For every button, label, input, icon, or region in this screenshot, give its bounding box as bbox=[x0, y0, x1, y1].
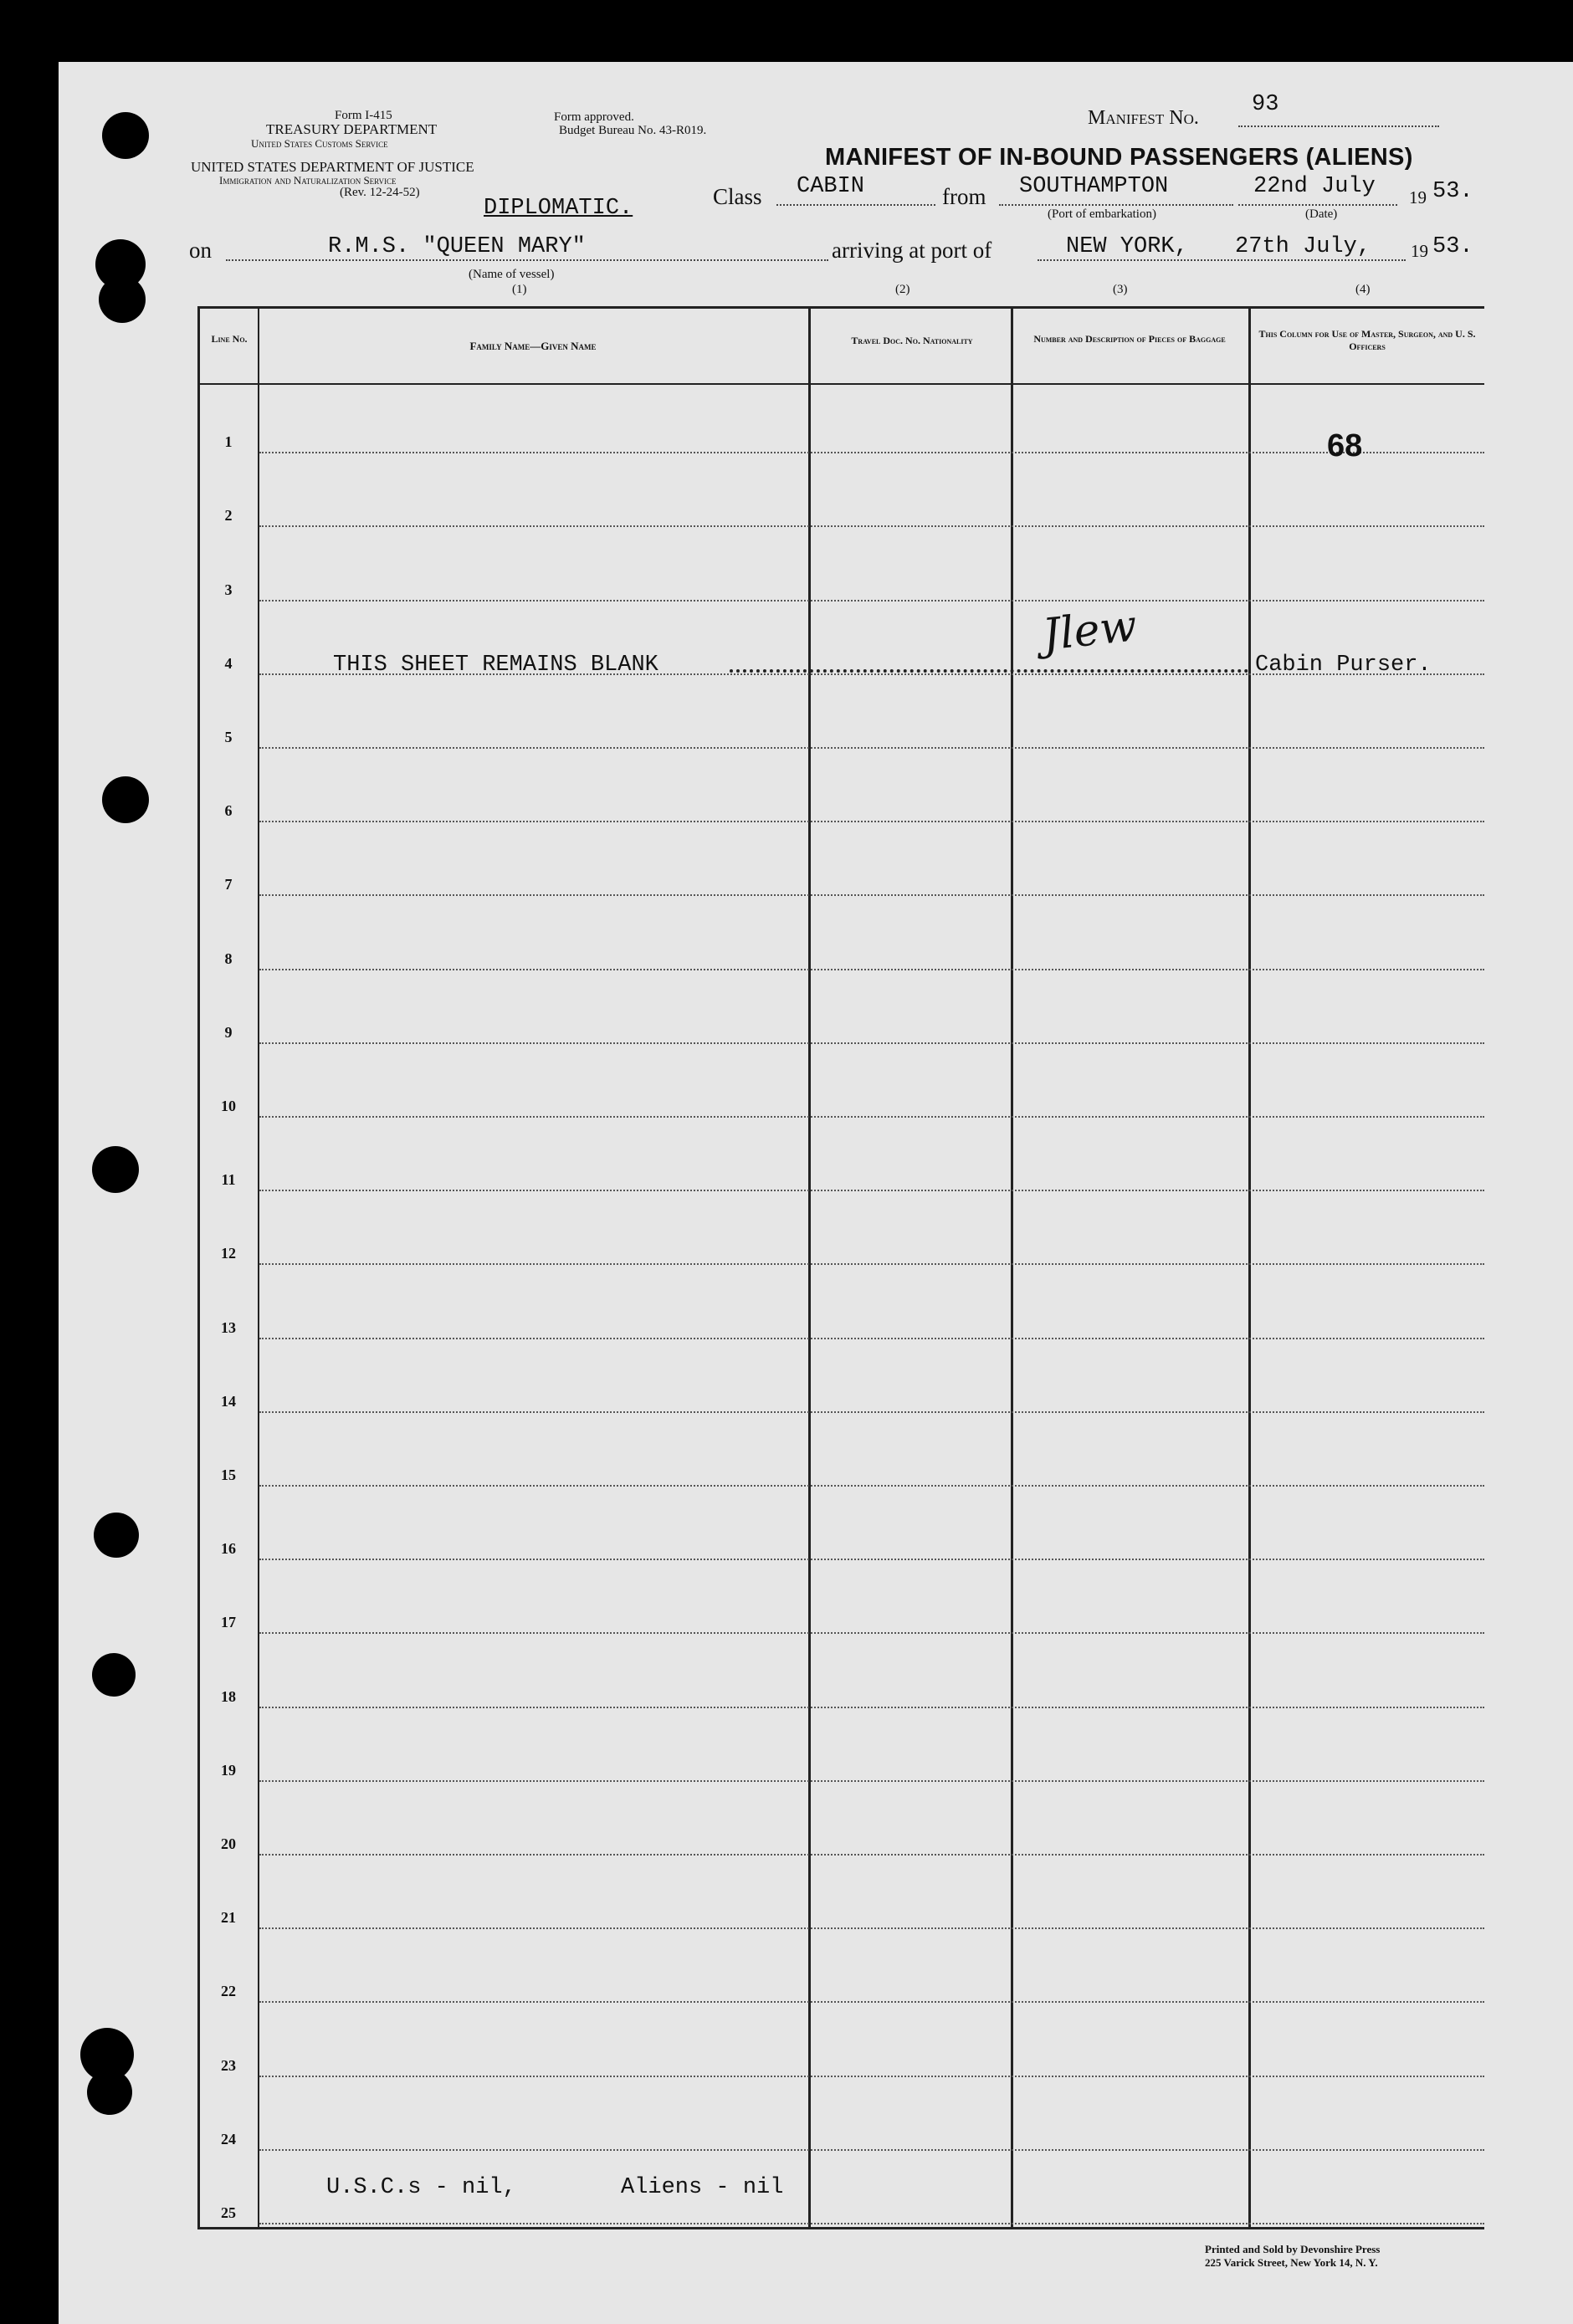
year-prefix: 19 bbox=[1409, 187, 1427, 207]
port-caption: (Port of embarkation) bbox=[1048, 207, 1156, 221]
row-number: 3 bbox=[224, 581, 233, 598]
form-approved: Form approved. bbox=[554, 110, 634, 124]
column-number-1: (1) bbox=[512, 283, 527, 296]
diplomatic-stamp: DIPLOMATIC. bbox=[484, 196, 633, 221]
row-number: 14 bbox=[221, 1392, 236, 1410]
row-number: 9 bbox=[224, 1023, 233, 1041]
manifest-number: 93 bbox=[1252, 92, 1279, 117]
aliens-nil: Aliens - nil bbox=[621, 2175, 784, 2200]
row-number: 6 bbox=[224, 802, 233, 820]
table-header-rule bbox=[197, 383, 1484, 385]
manifest-title: MANIFEST OF IN-BOUND PASSENGERS (ALIENS) bbox=[825, 144, 1413, 171]
table-row-line bbox=[259, 1338, 1484, 1339]
on-label: on bbox=[189, 238, 212, 263]
row-number: 5 bbox=[224, 729, 233, 745]
table-top-border bbox=[197, 306, 1484, 309]
from-label: from bbox=[942, 184, 986, 209]
table-row-line bbox=[259, 2223, 1484, 2224]
table-divider-line-col bbox=[258, 306, 259, 2229]
punch-hole bbox=[94, 1513, 139, 1558]
form-number: Form I-415 bbox=[335, 109, 392, 122]
row-number: 23 bbox=[221, 2056, 236, 2074]
table-row-line bbox=[259, 747, 1484, 749]
row-number: 8 bbox=[224, 950, 233, 967]
table-row-line bbox=[259, 600, 1484, 601]
table-row-line bbox=[259, 1411, 1484, 1413]
row-number: 13 bbox=[221, 1318, 236, 1336]
printer-line-1: Printed and Sold by Devonshire Press bbox=[1205, 2243, 1381, 2255]
row-number: 16 bbox=[221, 1540, 236, 1558]
class-line bbox=[776, 204, 935, 206]
row-number: 1 bbox=[224, 433, 233, 451]
arrival-year-prefix: 19 bbox=[1411, 241, 1428, 261]
column-header-officers: This Column for Use of Master, Surgeon, and U. S. Officers bbox=[1258, 328, 1476, 352]
table-bottom-border bbox=[197, 2227, 1484, 2229]
row-number: 15 bbox=[221, 1467, 236, 1483]
from-line bbox=[999, 204, 1233, 206]
vessel-caption: (Name of vessel) bbox=[469, 268, 555, 281]
table-row-line bbox=[259, 969, 1484, 970]
row-number: 25 bbox=[221, 2204, 236, 2221]
row-number: 11 bbox=[221, 1171, 236, 1189]
ins-service: Immigration and Naturalization Service bbox=[219, 174, 397, 187]
date-caption: (Date) bbox=[1305, 207, 1338, 221]
row-number: 17 bbox=[221, 1614, 236, 1631]
budget-bureau: Budget Bureau No. 43-R019. bbox=[559, 124, 707, 137]
table-row-line bbox=[259, 1042, 1484, 1044]
date-line bbox=[1238, 204, 1397, 206]
table-row-line bbox=[259, 525, 1484, 527]
row-number: 7 bbox=[224, 876, 233, 893]
arrival-date: 27th July, bbox=[1235, 234, 1371, 259]
punch-hole bbox=[92, 1653, 136, 1697]
department-of-justice: UNITED STATES DEPARTMENT OF JUSTICE bbox=[191, 159, 474, 175]
punch-hole bbox=[99, 276, 146, 323]
manifest-page bbox=[59, 62, 1573, 2324]
row-number: 10 bbox=[221, 1098, 236, 1114]
column-header-baggage: Number and Description of Pieces of Baggage bbox=[1033, 333, 1226, 345]
table-row-line bbox=[259, 1854, 1484, 1856]
punch-hole bbox=[102, 112, 149, 159]
table-row-line bbox=[259, 1485, 1484, 1487]
blank-sheet-note: THIS SHEET REMAINS BLANK bbox=[333, 653, 658, 678]
blank-note-leader bbox=[730, 669, 1248, 673]
column-number-3: (3) bbox=[1113, 283, 1128, 296]
table-divider-travel-col bbox=[1011, 306, 1013, 2229]
table-row-line bbox=[259, 894, 1484, 896]
manifest-number-line bbox=[1238, 125, 1439, 127]
table-row-line bbox=[259, 452, 1484, 453]
table-left-border bbox=[197, 306, 200, 2229]
class-value: CABIN bbox=[797, 174, 865, 199]
table-row-line bbox=[259, 2076, 1484, 2077]
row-number: 24 bbox=[221, 2130, 236, 2147]
revision-date: (Rev. 12-24-52) bbox=[340, 186, 420, 199]
cabin-purser: Cabin Purser. bbox=[1255, 653, 1432, 678]
table-row-line bbox=[259, 1707, 1484, 1708]
row-number: 19 bbox=[221, 1761, 236, 1779]
column-header-name: Family Name—Given Name bbox=[469, 340, 597, 352]
table-row-line bbox=[259, 1116, 1484, 1118]
row-number: 12 bbox=[221, 1245, 236, 1262]
vessel-line bbox=[226, 259, 828, 261]
table-row-line bbox=[259, 1559, 1484, 1560]
row-number: 4 bbox=[224, 654, 233, 672]
column-header-travel-doc: Travel Doc. No. Nationality bbox=[851, 335, 973, 346]
row-number: 2 bbox=[224, 507, 233, 525]
manifest-label: Manifest No. bbox=[1088, 107, 1199, 129]
column-number-4: (4) bbox=[1355, 283, 1371, 296]
punch-hole bbox=[87, 2070, 132, 2115]
customs-service: United States Customs Service bbox=[251, 137, 388, 150]
row-number: 21 bbox=[221, 1909, 236, 1927]
vessel-name: R.M.S. "QUEEN MARY" bbox=[328, 234, 586, 259]
row-number: 22 bbox=[221, 1983, 236, 2000]
arrival-year: 53. bbox=[1432, 234, 1473, 259]
table-row-line bbox=[259, 1263, 1484, 1265]
arrival-port: NEW YORK, bbox=[1066, 234, 1188, 259]
uscs-nil: U.S.C.s - nil, bbox=[326, 2175, 516, 2200]
column-header-line-no: Line No. bbox=[211, 333, 248, 345]
from-value: SOUTHAMPTON bbox=[1019, 174, 1169, 199]
treasury-department: TREASURY DEPARTMENT bbox=[266, 121, 438, 137]
table-divider-name-col bbox=[808, 306, 811, 2229]
officer-count-number: 68 bbox=[1327, 428, 1363, 463]
punch-hole bbox=[92, 1146, 139, 1193]
row-number: 20 bbox=[221, 1835, 236, 1852]
printer-line-2: 225 Varick Street, New York 14, N. Y. bbox=[1205, 2256, 1378, 2269]
table-row-line bbox=[259, 1927, 1484, 1929]
purser-signature: Jlew bbox=[1040, 601, 1140, 661]
arrival-line bbox=[1038, 259, 1406, 261]
table-divider-baggage-col bbox=[1248, 306, 1251, 2229]
table-row-line bbox=[259, 1190, 1484, 1191]
table-row-line bbox=[259, 821, 1484, 822]
column-number-2: (2) bbox=[895, 283, 910, 296]
class-label: Class bbox=[713, 184, 762, 209]
table-row-line bbox=[259, 1632, 1484, 1634]
table-row-line bbox=[259, 1780, 1484, 1782]
year-value: 53. bbox=[1432, 179, 1473, 204]
table-row-line bbox=[259, 2001, 1484, 2003]
punch-hole bbox=[102, 776, 149, 823]
arriving-label: arriving at port of bbox=[832, 238, 992, 263]
row-number: 18 bbox=[221, 1687, 236, 1705]
table-row-line bbox=[259, 2149, 1484, 2151]
departure-date: 22nd July bbox=[1253, 174, 1376, 199]
